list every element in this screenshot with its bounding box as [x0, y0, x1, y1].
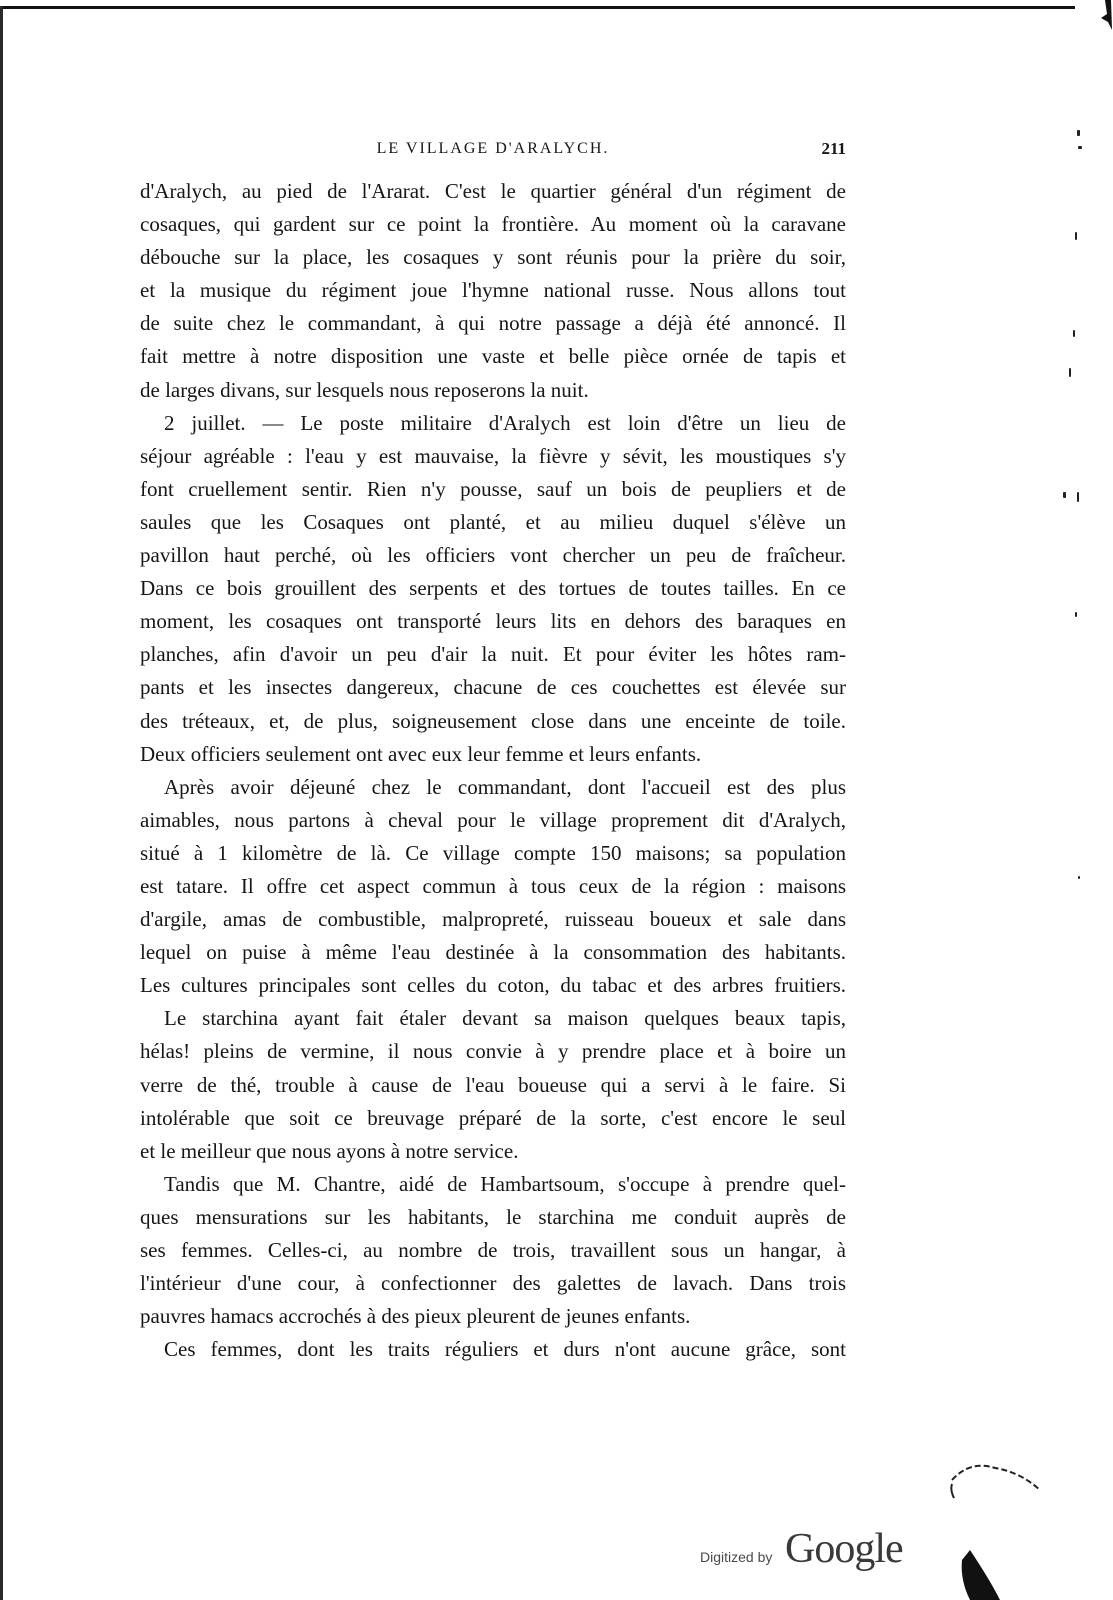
text-line: Tandis que M. Chantre, aidé de Hambartsoum, s'occupe à prendre quel- — [164, 1171, 846, 1196]
text-line: verre de thé, trouble à cause de l'eau boueuse qui a servi à le faire. Si — [140, 1072, 846, 1097]
text-line: ques mensurations sur les habitants, le starchina me conduit auprès de — [140, 1204, 846, 1229]
text-line: 2 juillet. — Le poste militaire d'Aralych est loin d'être un lieu de — [164, 410, 846, 435]
text-line: pauvres hamacs accrochés à des pieux pleurent de jeunes enfants. — [140, 1304, 691, 1329]
scan-left-edge — [0, 6, 3, 1600]
digitized-by-google-watermark — [700, 1523, 930, 1573]
text-line: et la musique du régiment joue l'hymne national russe. Nous allons tout — [140, 278, 846, 303]
text-line: fait mettre à notre disposition une vaste et belle pièce ornée de tapis et — [140, 344, 846, 369]
text-line: Après avoir déjeuné chez le commandant, dont l'accueil est des plus — [164, 774, 846, 799]
text-line: séjour agréable : l'eau y est mauvaise, la fièvre y sévit, les moustiques s'y — [140, 443, 846, 468]
text-line: et le meilleur que nous ayons à notre service. — [140, 1138, 519, 1163]
text-line: lequel on puise à même l'eau destinée à la consommation des habitants. — [140, 940, 846, 965]
page-number: 211 — [821, 139, 846, 158]
text-line: ses femmes. Celles-ci, au nombre de trois, travaillent sous un hangar, à — [140, 1238, 846, 1262]
watermark-prefix: Digitized by — [700, 1549, 773, 1565]
text-line: pavillon haut perché, où les officiers vont chercher un peu de fraîcheur. — [140, 543, 846, 568]
text-line: aimables, nous partons à cheval pour le village proprement dit d'Aralych, — [140, 807, 846, 832]
text-line: hélas! pleins de vermine, il nous convie à y prendre place et à boire un — [140, 1039, 846, 1064]
body-text — [140, 175, 846, 1366]
text-line: d'Aralych, au pied de l'Ararat. C'est le quartier général d'un régiment de — [140, 179, 846, 203]
text-line: est tatare. Il offre cet aspect commun à tous ceux de la région : maisons — [140, 873, 846, 898]
text-line: Les cultures principales sont celles du coton, du tabac et des arbres fruitiers. — [140, 973, 846, 998]
text-line: moment, les cosaques ont transporté leurs lits en dehors des baraques en — [140, 609, 846, 634]
running-title: LE VILLAGE D'ARALYCH. — [376, 140, 610, 157]
scan-margin-specks — [1053, 0, 1113, 1600]
scan-corner-smudge — [950, 1440, 1113, 1600]
running-header — [140, 137, 846, 161]
text-line: d'argile, amas de combustible, malpropreté, ruisseau boueux et sale dans — [140, 907, 846, 932]
text-line: cosaques, qui gardent sur ce point la frontière. Au moment où la caravane — [140, 212, 846, 237]
text-line: font cruellement sentir. Rien n'y pousse, sauf un bois de peupliers et de — [140, 476, 846, 501]
text-line: situé à 1 kilomètre de là. Ce village compte 150 maisons; sa population — [140, 840, 846, 865]
text-line: de larges divans, sur lesquels nous reposerons la nuit. — [140, 377, 589, 402]
text-line: Dans ce bois grouillent des serpents et des tortues de toutes tailles. En ce — [140, 576, 846, 601]
text-line: l'intérieur d'une cour, à confectionner des galettes de lavach. Dans trois — [140, 1271, 846, 1296]
google-logo: Google — [785, 1526, 903, 1572]
text-line: intolérable que soit ce breuvage préparé de la sorte, c'est encore le seul — [140, 1105, 846, 1130]
text-line: de suite chez le commandant, à qui notre passage a déjà été annoncé. Il — [140, 311, 846, 336]
text-line: des tréteaux, et, de plus, soigneusement close dans une enceinte de toile. — [140, 708, 846, 733]
text-line: pants et les insectes dangereux, chacune de ces couchettes est élevée sur — [140, 675, 846, 700]
text-line: Le starchina ayant fait étaler devant sa maison quelques beaux tapis, — [164, 1006, 846, 1031]
text-line: planches, afin d'avoir un peu d'air la nuit. Et pour éviter les hôtes ram- — [140, 642, 846, 667]
scan-top-rule — [0, 6, 1075, 9]
text-line: Deux officiers seulement ont avec eux leur femme et leurs enfants. — [140, 741, 702, 766]
text-line: saules que les Cosaques ont planté, et au milieu duquel s'élève un — [140, 509, 846, 534]
text-line: débouche sur la place, les cosaques y sont réunis pour la prière du soir, — [140, 245, 846, 270]
text-line: Ces femmes, dont les traits réguliers et durs n'ont aucune grâce, sont — [164, 1337, 846, 1362]
